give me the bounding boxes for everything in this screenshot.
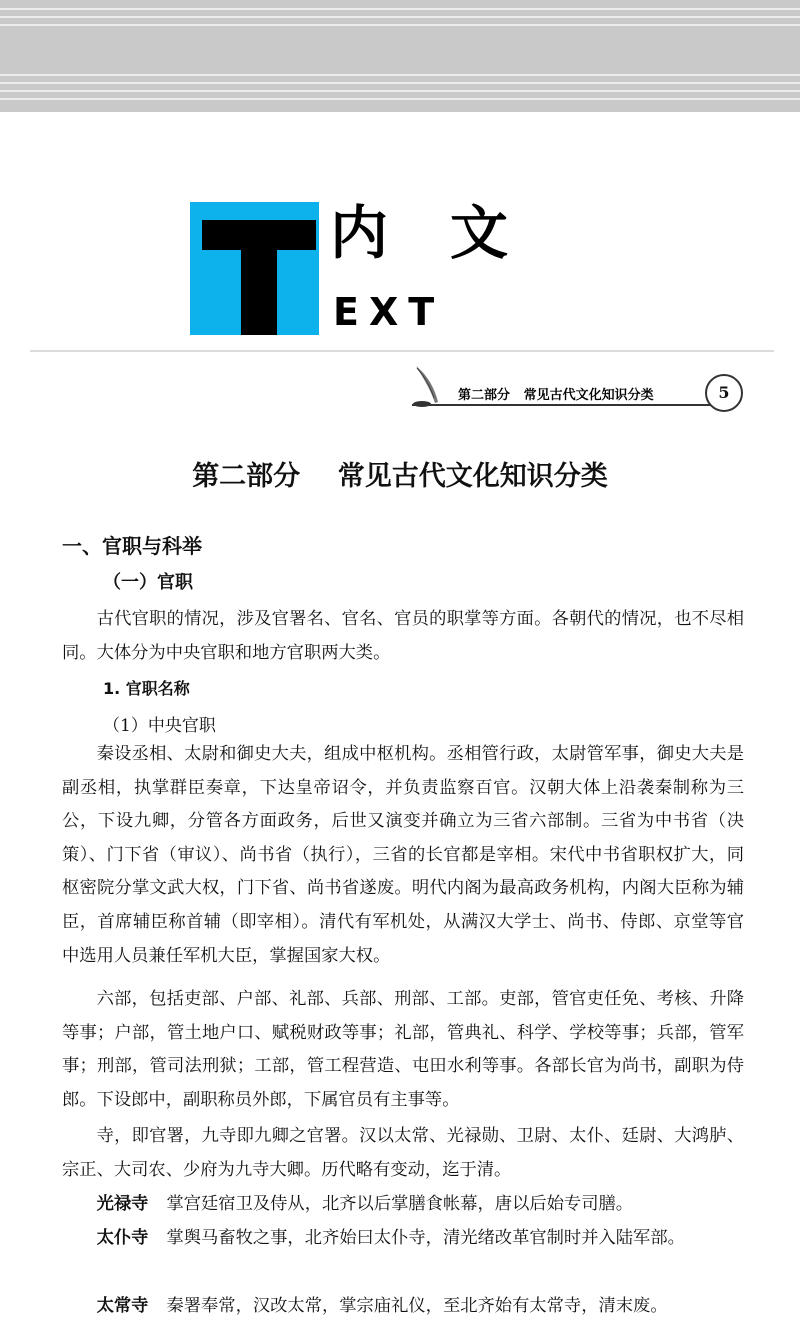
term-entry (62, 1188, 744, 1222)
term-name: 太仆寺 (96, 1228, 149, 1248)
banner-stripe (0, 98, 800, 100)
header-divider (30, 350, 774, 352)
header-title-en: EXT (333, 290, 445, 334)
term-name: 光禄寺 (96, 1194, 149, 1214)
text-logo-box (190, 202, 319, 335)
term-definition: 掌舆马畜牧之事，北齐始曰太仆寺，清光绪改革官制时并入陆军部。 (166, 1228, 685, 1248)
term-entry (62, 1222, 744, 1256)
intro-paragraph: 古代官职的情况，涉及官署名、官名、官员的职掌等方面。各朝代的情况，也不尽相同。大体分为中央官职和地方官职两大类。 (62, 609, 744, 663)
central-officials-heading: （1）中央官职 (103, 716, 216, 736)
term-entry (62, 1290, 744, 1324)
nine-temples-paragraph: 寺，即官署，九寺即九卿之官署。汉以太常、光禄勋、卫尉、太仆、廷尉、大鸿胪、宗正、大司农、少府为九寺大卿。历代略有变动，迄于清。 (62, 1126, 744, 1180)
term-name: 太常寺 (96, 1296, 149, 1316)
letter-t-logo (190, 202, 319, 335)
central-officials-paragraph: 秦设丞相、太尉和御史大夫，组成中枢机构。丞相管行政，太尉管军事，御史大夫是副丞相，执掌群臣奏章，下达皇帝诏令，并负责监察百官。汉朝大体上沿袭秦制称为三公，下设九卿，分管各方面政务，后世又演变并确立为三省六部制。三省为中书省（决策）、门下省（审议）、尚书省（执行），三省的长官都是宰相。宋代中书省职权扩大，同枢密院分掌文武大权，门下省、尚书省遂废。明代内阁为最高政务机构，内阁大臣称为辅臣，首席辅臣称首辅（即宰相）。清代有军机处，从满汉大学士、尚书、侍郎、京堂等官中选用人员兼任军机大臣，掌握国家大权。 (62, 744, 744, 966)
page-number: 5 (705, 374, 743, 412)
banner-stripe (0, 24, 800, 26)
section-heading: 一、官职与科举 (62, 534, 202, 558)
subsection-heading: （一）官职 (103, 572, 193, 593)
running-header-rule (412, 404, 712, 406)
term-definition: 秦署奉常，汉改太常，掌宗庙礼仪，至北齐始有太常寺，清末废。 (166, 1296, 668, 1316)
banner-stripe (0, 16, 800, 18)
banner-stripe (0, 90, 800, 92)
running-header-title: 第二部分 常见古代文化知识分类 (458, 388, 654, 403)
quill-pen-icon (408, 364, 458, 408)
part-title: 第二部分 常见古代文化知识分类 (192, 461, 608, 492)
banner-stripe (0, 74, 800, 76)
banner-stripe (0, 8, 800, 10)
header-title-cn: 内文 (330, 199, 571, 267)
banner-stripe (0, 82, 800, 84)
six-ministries-paragraph: 六部，包括吏部、户部、礼部、兵部、刑部、工部。吏部，管官吏任免、考核、升降等事；户部，管土地户口、赋税财政等事；礼部，管典礼、科学、学校等事；兵部，管军事；刑部，管司法刑狱；工部，管工程营造、屯田水利等事。各部长官为尚书，副职为侍郎。下设郎中，副职称员外郎，下属官员有主事等。 (62, 989, 744, 1110)
term-definition: 掌宫廷宿卫及侍从，北齐以后掌膳食帐幕，唐以后始专司膳。 (166, 1194, 634, 1214)
top-banner (0, 0, 800, 112)
numbered-heading: 1. 官职名称 (103, 679, 190, 698)
